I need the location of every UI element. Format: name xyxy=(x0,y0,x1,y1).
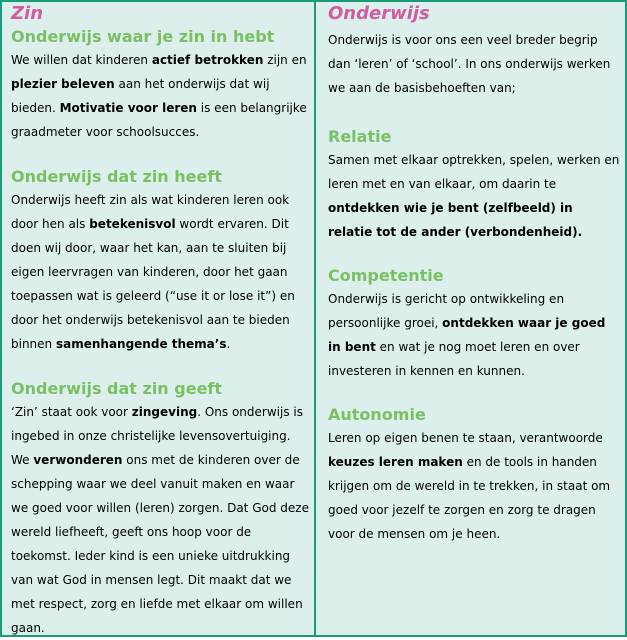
section-heading-zin-geeft: Onderwijs dat zin geeft xyxy=(11,379,223,398)
bold-phrase: Motivatie voor leren xyxy=(59,101,197,115)
section-heading-competentie: Competentie xyxy=(328,266,444,285)
bold-phrase: samenhangende thema’s xyxy=(55,337,227,351)
column-title-zin: Zin xyxy=(11,3,44,24)
section-heading-zin-in-hebt: Onderwijs waar je zin in hebt xyxy=(11,27,275,46)
section-heading-zin-heeft: Onderwijs dat zin heeft xyxy=(11,167,222,186)
section-heading-autonomie: Autonomie xyxy=(328,405,426,424)
section-text-competentie: Onderwijs is gericht op ontwikkeling en persoonlijke groei, ontdekken waar je goed in bent en wat je nog moet leren en over investeren in kennen en kunnen. xyxy=(328,292,606,378)
column-divider xyxy=(314,0,316,637)
section-text-zin-geeft: ‘Zin’ staat ook voor zingeving. Ons onderwijs is ingebed in onze christelijke levensovertuiging. We verwonderen ons met de kinderen over de schepping waar we deel vanuit maken en waar we goed voor willen (leren) zorgen. Dat God deze wereld liefheeft, geeft ons hoop voor de toekomst. Ieder kind is een unieke uitdrukking van wat God in mensen legt. Dit maakt dat we met respect, zorg en liefde met elkaar om willen gaan. xyxy=(11,405,309,635)
bold-phrase: plezier beleven xyxy=(11,77,115,91)
column-title-onderwijs: Onderwijs xyxy=(328,3,430,24)
section-heading-relatie: Relatie xyxy=(328,127,392,146)
intro-text: Onderwijs is voor ons een veel breder begrip dan ‘leren’ of ‘school’. In ons onderwijs werken we aan de basisbehoeften van; xyxy=(328,33,611,95)
bold-phrase: keuzes leren maken xyxy=(328,455,463,469)
bold-phrase: ontdekken wie je bent (zelfbeeld) in relatie tot de ander (verbondenheid). xyxy=(328,201,583,239)
bold-phrase: betekenisvol xyxy=(89,217,176,231)
section-text-autonomie: Leren op eigen benen te staan, verantwoorde keuzes leren maken en de tools in handen krijgen om de wereld in te trekken, in staat om goed voor jezelf te zorgen en zorg te dragen voor de mensen om je heen. xyxy=(328,431,611,541)
section-text-zin-heeft: Onderwijs heeft zin als wat kinderen leren ook door hen als betekenisvol wordt ervaren. Dit doen wij door, waar het kan, aan te sluiten bij eigen leervragen van kinderen, door het gaan toepassen wat is geleerd (“use it or lose it”) en door het onderwijs betekenisvol aan te bieden binnen samenhangende thema’s. xyxy=(11,193,295,351)
bold-phrase: verwonderen xyxy=(33,453,123,467)
column-onderwijs xyxy=(328,2,620,546)
section-text-zin-in-hebt: We willen dat kinderen actief betrokken zijn en plezier beleven aan het onderwijs dat wij bieden. Motivatie voor leren is een belangrijke graadmeter voor schoolsucces. xyxy=(11,53,307,139)
bold-phrase: actief betrokken xyxy=(151,53,264,67)
bold-phrase: ontdekken waar je goed in bent xyxy=(328,316,606,354)
column-zin xyxy=(11,2,309,640)
bold-phrase: zingeving xyxy=(131,405,198,419)
section-text-relatie: Samen met elkaar optrekken, spelen, werken en leren met en van elkaar, om daarin te ontdekken wie je bent (zelfbeeld) in relatie tot de ander (verbondenheid). xyxy=(328,153,620,239)
